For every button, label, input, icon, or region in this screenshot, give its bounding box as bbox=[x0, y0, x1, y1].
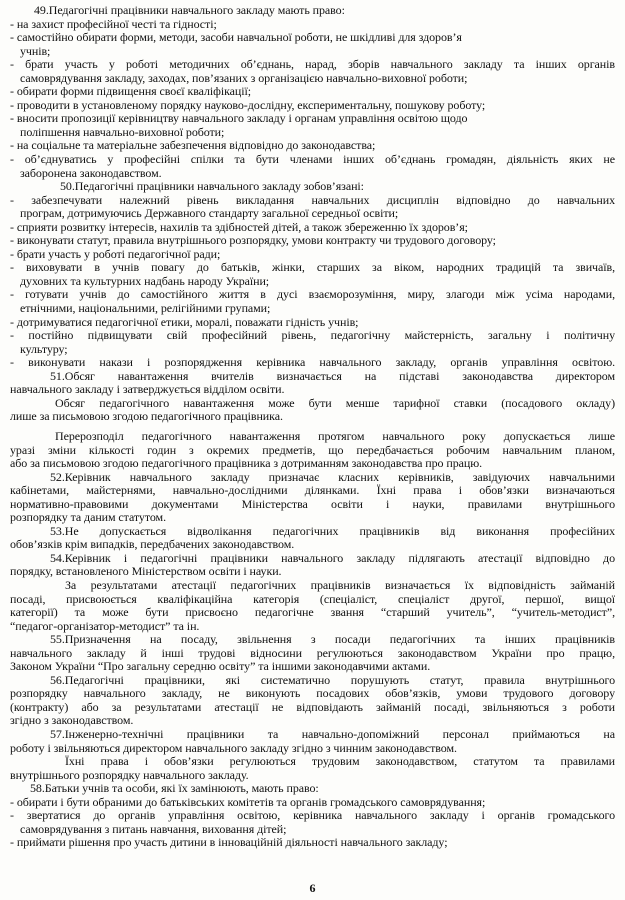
text-line: посаді, присвоюється кваліфікаційна категорія (спеціаліст, спеціаліст другої, першої, вищої bbox=[10, 592, 615, 606]
text-line: (контракту) або за результатами атестації не відповідають займаній посаді, звільняються з роботи bbox=[10, 700, 615, 714]
text-line: роботу і звільняються директором навчального закладу згідно з чинним законодавством. bbox=[10, 741, 457, 755]
text-line: - брати участь у роботі педагогічної ради; bbox=[10, 247, 221, 261]
text-line: - на захист професійної честі та гідності; bbox=[10, 17, 217, 31]
text-line: - обирати форми підвищення своєї кваліфікації; bbox=[10, 85, 252, 99]
text-line: навчального закладу і затверджується відділом освіти. bbox=[10, 383, 285, 397]
text-line: навчального закладу й інші трудові відносини регулюються законодавством України про працю, bbox=[10, 646, 615, 660]
text-line: Перерозподіл педагогічного навантаження протягом навчального року допускається лише bbox=[55, 429, 615, 443]
text-line: кабінетами, майстернями, навчально-дослідними ділянками. Їхні права і обов’язки визначаються bbox=[10, 484, 615, 498]
text-line: заборонена законодавством. bbox=[20, 166, 162, 180]
text-line: - об’єднуватись у професійні спілки та бути членами інших об’єднань громадян, діяльність яких не bbox=[10, 153, 615, 167]
text-line: порядку, встановленого Міністерством освіти і науки. bbox=[10, 565, 282, 579]
text-line: - на соціальне та матеріальне забезпечення відповідно до законодавства; bbox=[10, 139, 376, 153]
text-line: 54.Керівник і педагогічні працівники навчального закладу підлягають атестації відповідно до bbox=[50, 551, 615, 565]
text-line: уразі зміни кількості годин з окремих предметів, що передбачається робочим навчальним планом, bbox=[10, 443, 615, 457]
text-line: - виконувати накази і розпорядження керівника навчального закладу, органів управління освітою. bbox=[10, 356, 615, 370]
text-line: - брати участь у роботі методичних об’єднань, нарад, зборів навчального закладу та інших органів bbox=[10, 58, 615, 72]
text-line: учнів; bbox=[20, 44, 51, 58]
text-line: 55.Призначення на посаду, звільнення з посади педагогічних та інших працівників bbox=[50, 633, 615, 647]
text-line: - постійно підвищувати свій професійний рівень, педагогічну майстерність, загальну і політичну bbox=[10, 329, 615, 343]
text-line: За результатами атестації педагогічних працівників визначається їх відповідність займаній bbox=[65, 578, 615, 592]
text-line: - приймати рішення про участь дитини в інноваційній діяльності навчального закладу; bbox=[10, 836, 448, 850]
text-line: 56.Педагогічні працівники, які систематично порушують статут, правила внутрішнього bbox=[50, 673, 615, 687]
document-body bbox=[10, 4, 615, 850]
text-line: - звертатися до органів управління освітою, керівника навчального закладу і органів громадського bbox=[10, 809, 615, 823]
text-line: - виховувати в учнів повагу до батьків, жінки, старших за віком, народних традицій та звичаїв, bbox=[10, 261, 615, 275]
text-line: 58.Батьки учнів та особи, які їх замінюють, мають право: bbox=[30, 782, 319, 796]
text-line: 51.Обсяг навантаження вчителів визначається на підставі законодавства директором bbox=[50, 369, 615, 383]
text-line: програм, дотримуючись Державного стандарту загальної середньої освіти; bbox=[20, 207, 399, 221]
text-line: 49.Педагогічні працівники навчального закладу мають право: bbox=[34, 4, 345, 17]
text-line: - дотримуватися педагогічної етики, моралі, поважати гідність учнів; bbox=[10, 315, 359, 329]
text-line: 52.Керівник навчального закладу призначає класних керівників, завідуючих навчальними bbox=[50, 470, 615, 484]
text-line: “педагог-організатор-методист” та ін. bbox=[10, 619, 200, 633]
text-line: лише за письмовою згодою педагогічного працівника. bbox=[10, 410, 283, 424]
text-line: розпорядку та даним статутом. bbox=[10, 511, 166, 525]
text-line: - сприяти розвитку інтересів, нахилів та здібностей дітей, а також збереженню їх здоров’я; bbox=[10, 220, 468, 234]
text-line: розпорядку навчального закладу, не виконують посадових обов’язків, умови трудового договору bbox=[10, 687, 615, 701]
text-line: самоврядування закладу, заходах, пов’язаних з організацією навчально-виховної роботи; bbox=[20, 71, 468, 85]
text-line: - самостійно обирати форми, методи, засоби навчальної роботи, не шкідливі для здоров’я bbox=[10, 31, 462, 45]
text-line: - вносити пропозиції керівництву навчального закладу і органам управління освітою щодо bbox=[10, 112, 468, 126]
page-number: 6 bbox=[309, 881, 316, 895]
text-line: - готувати учнів до самостійного життя в дусі взаєморозуміння, миру, злагоди між усіма народами, bbox=[10, 288, 615, 302]
text-line: Їхні права і обов’язки регулюються трудовим законодавством, статутом та правилами bbox=[65, 755, 615, 769]
text-line: Обсяг педагогічного навантаження може бути менше тарифної ставки (посадового окладу) bbox=[55, 396, 615, 410]
text-line: внутрішнього розпорядку навчального закладу. bbox=[10, 768, 249, 782]
text-line: - виконувати статут, правила внутрішнього розпорядку, умови контракту чи трудового договору; bbox=[10, 234, 496, 248]
text-line: або за письмовою згодою педагогічного працівника з дотриманням законодавства про працю. bbox=[10, 457, 483, 471]
text-line: 50.Педагогічні працівники навчального закладу зобов’язані: bbox=[60, 180, 364, 194]
text-line: етнічними, національними, релігійними групами; bbox=[20, 302, 271, 316]
text-line: нормативно-правовими документами Міністерства освіти і науки, правилами внутрішнього bbox=[10, 497, 615, 511]
text-line: згідно з законодавством. bbox=[10, 714, 134, 728]
text-line: поліпшення навчально-виховної роботи; bbox=[20, 125, 225, 139]
text-line: 57.Інженерно-технічні працівники та навчально-допоміжний персонал приймаються на bbox=[50, 727, 615, 741]
text-line: категорії) та може бути присвоєно педагогічне звання “старший учитель”, “учитель-методист”, bbox=[10, 606, 615, 620]
text-line: обов’язків крім випадків, передбачених законодавством. bbox=[10, 538, 295, 552]
text-line: культуру; bbox=[20, 342, 68, 356]
text-line: - обирати і бути обраними до батьківських комітетів та органів громадського самоврядування; bbox=[10, 795, 486, 809]
text-line: 53.Не допускається відволікання педагогічних працівників від виконання професійних bbox=[50, 524, 615, 538]
text-line: духовних та культурних надбань народу України; bbox=[20, 274, 270, 288]
text-line: - проводити в установленому порядку науково-дослідну, експериментальну, пошукову роботу; bbox=[10, 98, 486, 112]
text-line: самоврядування з питань навчання, виховання дітей; bbox=[20, 822, 287, 836]
text-line: Законом України “Про загальну середню освіту” та іншими законодавчими актами. bbox=[10, 660, 431, 674]
text-line: - забезпечувати належний рівень викладання навчальних дисциплін відповідно до навчальних bbox=[10, 193, 615, 207]
